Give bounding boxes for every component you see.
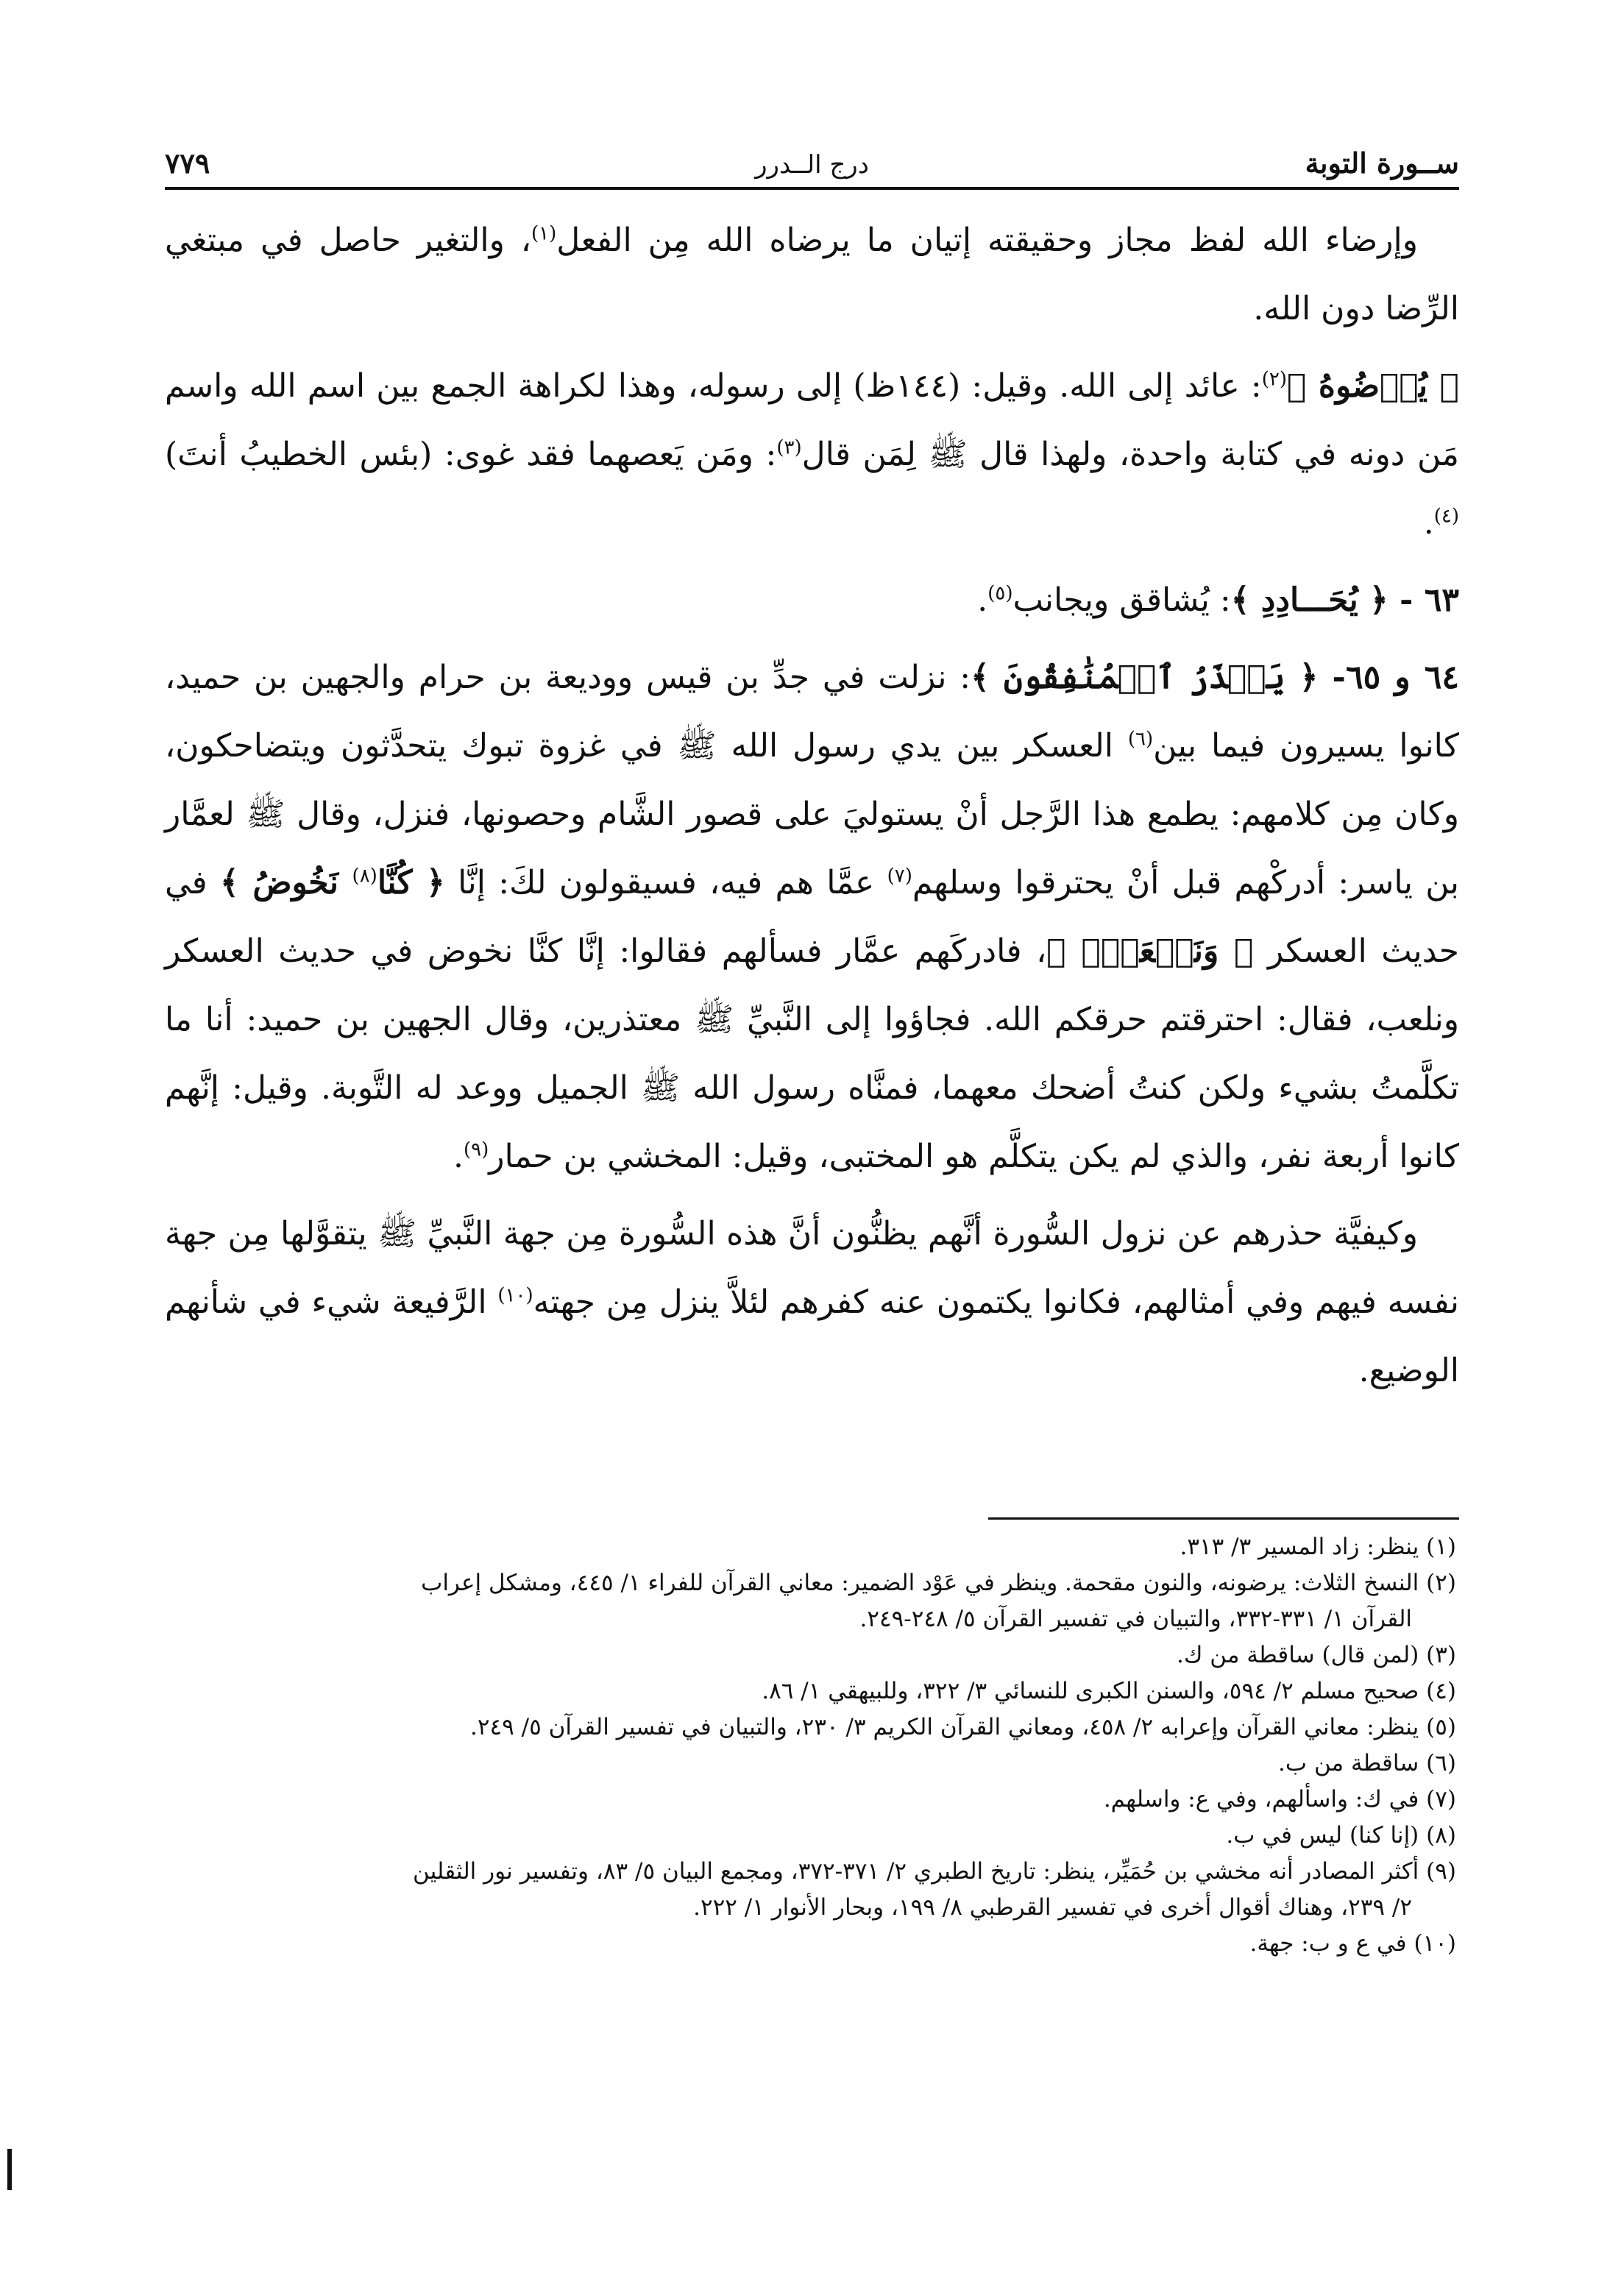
running-header (165, 134, 1459, 190)
paragraph (165, 206, 1459, 343)
paragraph (165, 566, 1459, 634)
footnote-ref: (٦) (1127, 728, 1154, 751)
paragraph (165, 1200, 1459, 1405)
text-run: : عائد إلى الله. وقيل: (١٤٤ظ) إلى رسوله، وهذا لكراهة الجمع بين اسم الله واسم مَن دونه في كتابة واحدة، ولهذا قال ﷺ لِمَن قال (165, 367, 1460, 473)
footnote: (٩) أكثر المصادر أنه مخشي بن حُمَيِّر، ينظر: تاريخ الطبري ٢/ ٣٧١-٣٧٢، ومجمع البيان ٥/ ٨٣، وتفسير نور الثقلين (412, 1858, 1456, 1885)
quran-quote: ﴿ يُحَـــادِدِ ﴾ (1230, 581, 1388, 619)
footnote: (٦) ساقطة من ب. (1278, 1750, 1456, 1776)
text-run: وكيفيَّة حذرهم عن نزول السُّورة أنَّهم يظنُّون أنَّ هذه السُّورة مِن جهة النَّبيِّ ﷺ يتقوَّلها مِن جهة نفسه فيهم وفي أمثالهم، فكانوا يكتمون عنه كفرهم لئلاَّ ينزل مِن جهته (165, 1215, 1459, 1321)
quran-quote: نَخُوضُ ﴾ (219, 864, 352, 901)
surah-title: ســورة التوبة (1305, 146, 1459, 180)
footnote-ref: (٩) (464, 1138, 489, 1161)
footnote-separator (988, 1517, 1459, 1520)
text-run: . (1423, 504, 1434, 542)
footnote-continuation: ٢/ ٢٣٩، وهناك أقوال أخرى في تفسير القرطبي ٨/ ١٩٩، وبحار الأنوار ١/ ٢٢٢. (693, 1894, 1412, 1921)
text-run: ، والتغير حاصل في مبتغي الرِّضا دون الله. (165, 222, 1459, 327)
text-run: في حديث العسكر (165, 864, 1459, 970)
footnote: (٤) صحيح مسلم ٢/ ٥٩٤، والسنن الكبرى للنسائي ٣/ ٣٢٢، وللبيهقي ١/ ٨٦. (762, 1678, 1456, 1704)
footnote-ref: (٧) (887, 865, 912, 887)
quran-quote: ﴿ يَحۡذَرُ ٱلۡمُنَٰفِقُونَ ﴾ (971, 659, 1319, 696)
footnote: (٧) في ك: واسألهم، وفي ع: واسلهم. (1103, 1786, 1456, 1813)
footnote-ref: (٥) (987, 582, 1013, 605)
text-run: . (453, 1138, 464, 1175)
quran-quote: ﴿ يُرۡضُوهُ ﴾ (1286, 367, 1459, 405)
footnote: (١٠) في ع و ب: جهة. (1249, 1930, 1456, 1957)
page-number: ٧٧٩ (165, 146, 210, 180)
footnote: (٢) النسخ الثلاث: يرضونه، والنون مقحمة. وينظر في عَوْد الضمير: معاني القرآن للفراء ١/ ٤٤٥، ومشكل إعراب (421, 1570, 1456, 1596)
text-run: عمَّا هم فيه، فسيقولون لكَ: إنَّا (444, 864, 887, 901)
footnote: (٨) (إنا كنا) ليس في ب. (1226, 1822, 1456, 1849)
footnote: (٣) (لمن قال) ساقطة من ك. (1177, 1642, 1456, 1668)
footnote-ref: (٤) (1433, 505, 1459, 528)
text-run: : يُشاقق ويجانب (1012, 581, 1231, 619)
text-run: : ومَن يَعصهما فقد غوى: (بئس الخطيبُ أنتَ) (165, 436, 777, 473)
quran-quote: ﴿ كُنَّا (377, 864, 445, 901)
paragraph (165, 643, 1459, 1191)
text-run: العسكر بين يدي رسول الله ﷺ في غزوة تبوك يتحدَّثون ويتضاحكون، وكان مِن كلامهم: يطمع هذا الرَّجل أنْ يستوليَ على قصور الشَّام وحصونها، فنزل، وقال ﷺ لعمَّار بن ياسر: أدركْهم قبل أنْ يحترقوا وسلهم (165, 727, 1460, 901)
main-text (165, 206, 1459, 1414)
verse-number: ٦٤ و ٦٥- (1318, 659, 1459, 696)
quran-quote: ﴿ وَنَلۡعَبُۚ ﴾ (1046, 932, 1254, 970)
text-run: : نزلت في جدِّ بن قيس ووديعة بن حرام والجهين بن حميد، كانوا يسيرون فيما بين (165, 659, 1459, 765)
footnotes (165, 1529, 1456, 1962)
footnote-ref: (١٠) (497, 1284, 533, 1307)
footnote-ref: (١) (531, 222, 557, 245)
text-run: الرَّفيعة شيء في شأنهم الوضيع. (165, 1283, 1459, 1389)
text-run: . (977, 581, 988, 619)
book-title: درج الــدرر (755, 150, 869, 180)
verse-number: ٦٣ - (1388, 581, 1459, 619)
text-run: وإرضاء الله لفظ مجاز وحقيقته إتيان ما يرضاه الله مِن الفعل (556, 222, 1419, 259)
text-run: ، فادركَهم عمَّار فسألهم فقالوا: إنَّا كنَّا نخوض في حديث العسكر ونلعب، فقال: احترقتم حرقكم الله. فجاؤوا إلى النَّبيِّ ﷺ معتذرين، وقال الجهين بن حميد: أنا ما تكلَّمتُ بشيء ولكن كنتُ أضحك معهما، فمنَّاه رسول الله ﷺ الجميل ووعد له التَّوبة. وقيل: إنَّهم كانوا أربعة نفر، والذي لم يكن يتكلَّم هو المختبى، وقيل: المخشي بن حمار (165, 932, 1459, 1175)
footnote-ref: (٢) (1261, 368, 1287, 391)
footnote-ref: (٣) (776, 436, 802, 459)
footnote-continuation: القرآن ١/ ٣٣١-٣٣٢، والتبيان في تفسير القرآن ٥/ ٢٤٨-٢٤٩. (859, 1606, 1412, 1632)
footnote-ref: (٨) (352, 865, 377, 887)
scan-edge-mark (7, 2149, 21, 2190)
footnote: (١) ينظر: زاد المسير ٣/ ٣١٣. (1180, 1534, 1456, 1560)
paragraph (165, 352, 1459, 557)
footnote: (٥) ينظر: معاني القرآن وإعرابه ٢/ ٤٥٨، ومعاني القرآن الكريم ٣/ ٢٣٠، والتبيان في تفسير القرآن ٥/ ٢٤٩. (470, 1714, 1456, 1740)
